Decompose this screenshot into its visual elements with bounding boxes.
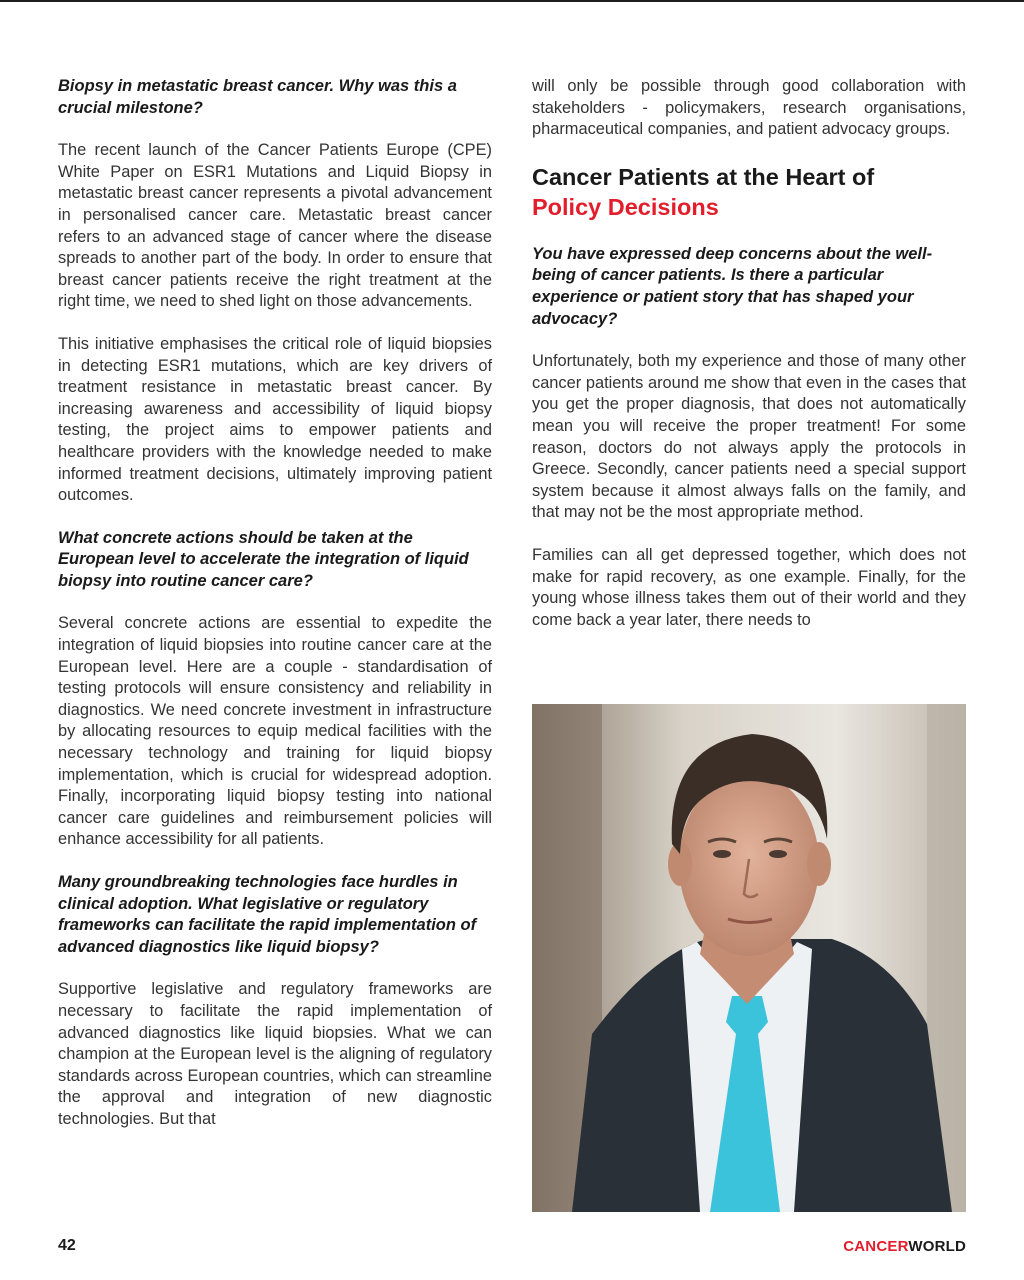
answer-paragraph: Several concrete actions are essential to expedite the integration of liquid biopsies into routine cancer care at the European level. Here are a couple - standardisation of testing protocols will ensure consistency and reliability in diagnostics. We need concrete investment in infrastructure by allocating resources to equip medical facilities with the necessary technology and training for liquid biopsy implementation, which is crucial for widespread adoption. Finally, incorporating liquid biopsy testing into national cancer care guidelines and reimbursement policies will enhance accessibility for all patients.	[58, 614, 492, 849]
question-heading: What concrete actions should be taken at the European level to accelerate the integration of liquid biopsy into routine cancer care?	[58, 528, 469, 590]
answer-paragraph: The recent launch of the Cancer Patients Europe (CPE) White Paper on ESR1 Mutations and Liquid Biopsy in metastatic breast cancer represents a pivotal advancement in personalised cancer care. Metastatic breast cancer refers to an advanced stage of cancer where the disease spreads to another part of the body. In order to ensure that breast cancer patients receive the right treatment at the right time, we need to shed light on those advancements.	[58, 141, 492, 311]
question-heading: Biopsy in metastatic breast cancer. Why was this a crucial milestone?	[58, 77, 457, 117]
page-number: 42	[58, 1237, 76, 1254]
right-column	[532, 76, 966, 652]
answer-paragraph: This initiative emphasises the critical role of liquid biopsies in detecting ESR1 mutations, which are key drivers of treatment resistance in metastatic breast cancer. By increasing awareness and accessibility of liquid biopsy testing, the project aims to empower patients and healthcare providers with the knowledge needed to make informed treatment decisions, ultimately improving patient outcomes.	[58, 334, 492, 505]
answer-paragraph: Supportive legislative and regulatory frameworks are necessary to facilitate the rapid implementation of advanced diagnostics like liquid biopsies. What we can champion at the European level is the aligning of regulatory standards across European countries, which can streamline the approval and integration of new diagnostic technologies. But that	[58, 980, 492, 1128]
left-column	[58, 76, 492, 1152]
question-heading: Many groundbreaking technologies face hurdles in clinical adoption. What legislative or regulatory frameworks can facilitate the rapid implementation of advanced diagnostics like liquid biopsy?	[58, 873, 477, 956]
brand-logo	[843, 1238, 966, 1255]
section-heading	[532, 162, 966, 222]
section-heading-line1: Cancer Patients at the Heart of	[532, 163, 875, 190]
brand-logo-part1: CANCER	[843, 1238, 909, 1255]
portrait-photo	[532, 704, 966, 1212]
section-heading-line2: Policy Decisions	[532, 193, 719, 220]
brand-logo-part2: WORLD	[908, 1238, 966, 1255]
question-heading: You have expressed deep concerns about the well-being of cancer patients. Is there a particular experience or patient story that has shaped your advocacy?	[532, 244, 933, 328]
answer-paragraph: Families can all get depressed together, which does not make for rapid recovery, as one example. Finally, for the young whose illness takes them out of their world and they come back a year later, there needs to	[532, 545, 966, 629]
top-border	[0, 0, 1024, 2]
answer-paragraph: will only be possible through good collaboration with stakeholders - policymakers, research organisations, pharmaceutical companies, and patient advocacy groups.	[532, 77, 966, 139]
answer-paragraph: Unfortunately, both my experience and those of many other cancer patients around me show that even in the cases that you get the proper diagnosis, that does not automatically mean you will receive the proper treatment! For some reason, doctors do not always apply the protocols in Greece. Secondly, cancer patients need a special support system because it almost always falls on the family, and that may not be the most appropriate method.	[532, 352, 966, 522]
